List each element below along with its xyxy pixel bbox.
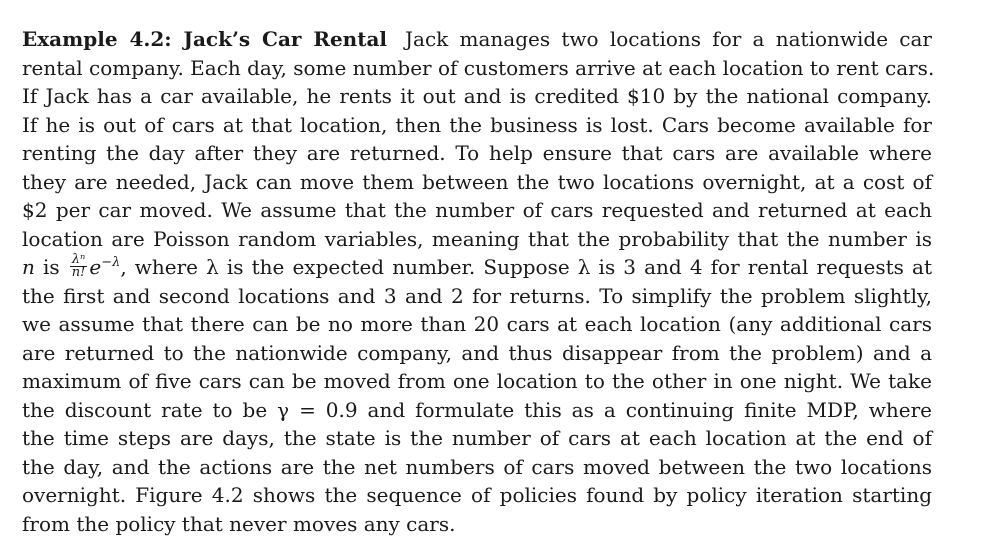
formula-rest: , where λ is the expected number. Suppose λ is 3 and 4 for rental requests at (120, 255, 932, 279)
example-paragraph (22, 25, 935, 538)
poisson-fraction (70, 254, 88, 279)
text-line: the first and second locations and 3 and 2 for returns. To simplify the problem slightly, (22, 283, 932, 308)
example-title: Example 4.2: Jack’s Car Rental (22, 27, 388, 51)
formula-line (22, 253, 932, 282)
line-text: Jack manages two locations for a nationwide car (405, 27, 932, 51)
text-line: maximum of five cars can be moved from one location to the other in one night. We take (22, 369, 932, 393)
text-line: they are needed, Jack can move them between the two locations overnight, at a cost of (22, 169, 932, 194)
math-e: e (89, 255, 102, 279)
math-var-n: n (22, 255, 35, 279)
text-line: from the policy that never moves any cars. (22, 511, 456, 536)
text-line: renting the day after they are returned. To help ensure that cars are available where (22, 141, 932, 165)
text-line: $2 per car moved. We assume that the number of cars requested and returned at each (22, 198, 932, 222)
fraction-numerator: λⁿ (70, 254, 88, 267)
text-line (22, 25, 932, 54)
text-line: are returned to the nationwide company, and thus disappear from the problem) and a (22, 340, 932, 365)
text-line: the day, and the actions are the net numbers of cars moved between the two locations (22, 454, 932, 479)
is-word: is (34, 255, 68, 279)
fraction-denominator: n! (71, 265, 86, 280)
text-line: If he is out of cars at that location, then the business is lost. Cars become available for (22, 112, 932, 137)
text-line: the discount rate to be γ = 0.9 and formulate this as a continuing finite MDP, where (22, 397, 932, 422)
text-line: overnight. Figure 4.2 shows the sequence of policies found by policy iteration starting (22, 483, 932, 507)
text-line: If Jack has a car available, he rents it out and is credited $10 by the national company. (22, 84, 932, 108)
math-exponent: −λ (101, 255, 121, 270)
text-line: location are Poisson random variables, meaning that the probability that the number is (22, 226, 932, 251)
text-line: we assume that there can be no more than 20 cars at each location (any additional cars (22, 312, 932, 336)
text-line: rental company. Each day, some number of customers arrive at each location to rent cars. (22, 55, 935, 80)
text-line: the time steps are days, the state is the number of cars at each location at the end of (22, 426, 932, 450)
